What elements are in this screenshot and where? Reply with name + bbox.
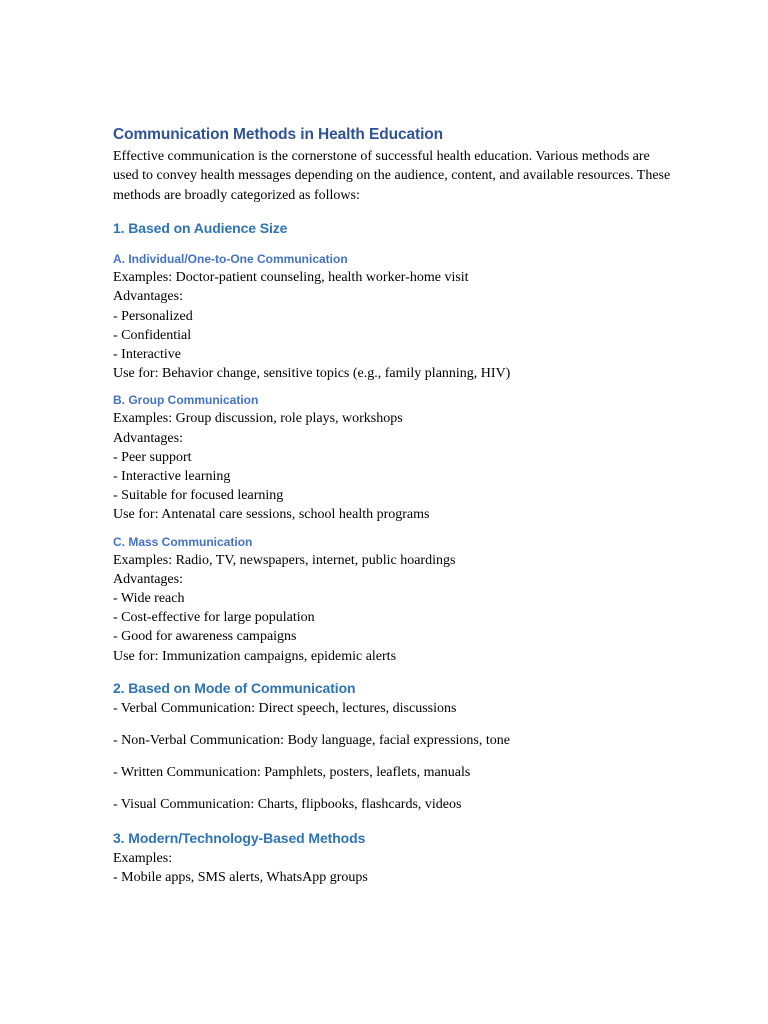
individual-use-for: Use for: Behavior change, sensitive topics (e.g., family planning, HIV) (113, 366, 511, 382)
individual-advantages-label: Advantages: (113, 289, 183, 305)
mass-use-for: Use for: Immunization campaigns, epidemic alerts (113, 648, 397, 664)
group-advantage-item: - Interactive learning (113, 469, 231, 485)
section-heading-modern: 3. Modern/Technology-Based Methods (113, 829, 366, 846)
document-title: Communication Methods in Health Education (113, 126, 444, 143)
modern-examples-label: Examples: (113, 850, 173, 866)
document-page (113, 124, 673, 887)
subsection-heading-individual: A. Individual/One-to-One Communication (113, 252, 348, 267)
section-heading-audience-size: 1. Based on Audience Size (113, 220, 288, 237)
mass-advantage-item: - Good for awareness campaigns (113, 629, 297, 645)
mode-item-verbal: - Verbal Communication: Direct speech, lectures, discussions (113, 700, 457, 716)
mode-item-visual: - Visual Communication: Charts, flipbooks, flashcards, videos (113, 797, 462, 813)
mass-examples: Examples: Radio, TV, newspapers, internet, public hoardings (113, 552, 456, 568)
individual-examples: Examples: Doctor-patient counseling, health worker-home visit (113, 270, 469, 286)
mass-advantages-label: Advantages: (113, 571, 183, 587)
group-use-for: Use for: Antenatal care sessions, school health programs (113, 507, 430, 523)
mode-item-nonverbal: - Non-Verbal Communication: Body language, facial expressions, tone (113, 733, 510, 749)
group-advantage-item: - Peer support (113, 449, 192, 465)
individual-advantage-item: - Interactive (113, 347, 182, 363)
mass-advantage-item: - Cost-effective for large population (113, 610, 315, 626)
modern-example-item: - Mobile apps, SMS alerts, WhatsApp groups (113, 869, 368, 885)
mode-item-written: - Written Communication: Pamphlets, posters, leaflets, manuals (113, 765, 471, 781)
individual-advantage-item: - Personalized (113, 308, 193, 324)
group-advantages-label: Advantages: (113, 430, 183, 446)
mass-advantage-item: - Wide reach (113, 591, 185, 607)
subsection-heading-mass: C. Mass Communication (113, 534, 253, 549)
group-advantage-item: - Suitable for focused learning (113, 488, 284, 504)
section-heading-mode: 2. Based on Mode of Communication (113, 679, 356, 696)
individual-advantage-item: - Confidential (113, 327, 192, 343)
group-examples: Examples: Group discussion, role plays, workshops (113, 411, 403, 427)
subsection-heading-group: B. Group Communication (113, 393, 259, 408)
intro-paragraph: Effective communication is the cornerstone of successful health education. Various methods are used to convey health messages depending on the audience, content, and available resources. These methods are broadly categorized as follows: (113, 149, 671, 203)
